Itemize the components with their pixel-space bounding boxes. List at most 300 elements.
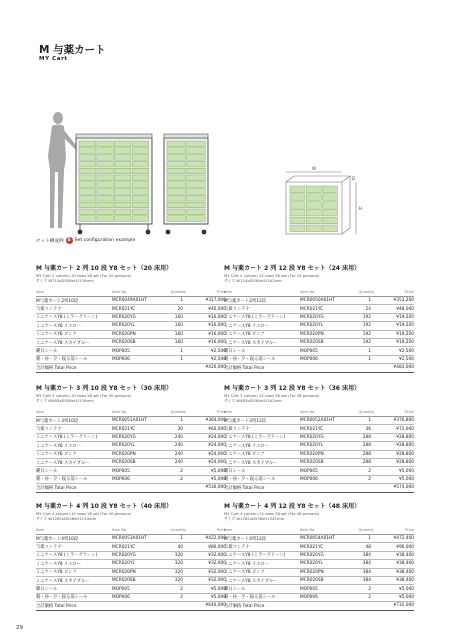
table-row — [36, 458, 226, 466]
item-quantity: 1 — [352, 347, 374, 355]
item-price: ¥32,000 — [186, 551, 226, 559]
item-name: ミニケースY8 スカイブルー — [224, 338, 300, 346]
table-row — [224, 313, 414, 321]
table-row — [224, 576, 414, 584]
item-number: MCR0053A01HT — [112, 535, 164, 543]
drawer — [114, 195, 130, 201]
item-name: ミニケースY8 イエロー — [36, 442, 112, 450]
table-row — [224, 338, 414, 346]
set-title: M 与薬カート 4 列 12 段 Y8 セット（48 床用） — [224, 503, 361, 510]
item-quantity: 1 — [352, 297, 374, 305]
item-number: MCR0054A01HT — [300, 535, 352, 543]
item-number: MCR020SB — [300, 576, 352, 584]
col-item: Item — [224, 289, 300, 297]
drawer — [79, 161, 96, 167]
col-item-no: Item No. — [112, 409, 164, 417]
table-row — [36, 297, 226, 305]
table-row — [224, 568, 414, 576]
item-name: 与薬コンテナ — [36, 543, 112, 551]
item-price: ¥5,000 — [374, 475, 414, 483]
item-price: ¥5,000 — [186, 475, 226, 483]
item-price: ¥5,000 — [374, 593, 414, 601]
drawer — [306, 186, 321, 193]
item-quantity: 160 — [164, 330, 186, 338]
drawer — [97, 216, 114, 222]
person-silhouette — [48, 112, 78, 228]
drawer — [132, 216, 149, 222]
item-name: ミニケースY8 スカイブルー — [224, 458, 300, 466]
item-price: ¥5,000 — [186, 593, 226, 601]
col-item: Item — [36, 289, 112, 297]
item-name: 朝・昼・夕・寝る前シール — [36, 593, 112, 601]
item-quantity: 384 — [352, 560, 374, 568]
item-name: ミニケースY8 (ミラーグリーン) — [224, 313, 300, 321]
drawer — [167, 161, 186, 167]
item-quantity: 288 — [352, 450, 374, 458]
item-name: 与薬コンテナ — [36, 425, 112, 433]
table-row — [36, 433, 226, 441]
spec-header-row — [224, 527, 414, 535]
drawer — [97, 175, 114, 181]
item-number: MCR020PN — [300, 330, 352, 338]
width-label: W — [312, 166, 316, 171]
item-name: ミニケースY8 (ミラーグリーン) — [224, 551, 300, 559]
table-row — [36, 425, 226, 433]
drawer — [97, 195, 114, 201]
item-quantity: 192 — [352, 338, 374, 346]
col-quantity: Quantity — [164, 409, 186, 417]
total-row — [36, 484, 226, 492]
set-legend — [36, 237, 135, 244]
table-row — [224, 442, 414, 450]
drawer — [97, 209, 114, 215]
spec-table — [36, 409, 226, 493]
item-quantity: 1 — [164, 355, 186, 363]
drawer — [79, 209, 96, 215]
item-price: ¥38,400 — [374, 576, 414, 584]
item-price: ¥24,000 — [186, 433, 226, 441]
total-row — [224, 364, 414, 372]
item-price: ¥19,200 — [374, 313, 414, 321]
table-row — [36, 568, 226, 576]
col-quantity: Quantity — [164, 527, 186, 535]
total-label: 合計価格 Total Price — [36, 484, 164, 492]
drawer — [306, 217, 321, 224]
item-number: MCR020SB — [300, 338, 352, 346]
item-number: MOP005 — [112, 585, 164, 593]
item-number: MCR021YC — [112, 543, 164, 551]
item-name: ミニケースY8 ピンク — [36, 450, 112, 458]
item-quantity: 192 — [352, 330, 374, 338]
item-name: ミニケースY8 ピンク — [224, 568, 300, 576]
drawer — [97, 168, 114, 174]
item-number: MCR020YL — [112, 560, 164, 568]
col-item: Item — [224, 409, 300, 417]
item-number: MCR021YC — [112, 425, 164, 433]
item-price: ¥38,400 — [374, 551, 414, 559]
item-number: MCR020YL — [112, 442, 164, 450]
drawer — [167, 202, 186, 208]
item-quantity: 288 — [352, 458, 374, 466]
item-quantity: 2 — [352, 593, 374, 601]
item-quantity: 1 — [164, 535, 186, 543]
drawer — [79, 141, 96, 147]
drawer — [114, 182, 130, 188]
table-row — [224, 560, 414, 568]
set-subtitle: MY Cart 4 column-10 rows Y8 set (For 40 persons) — [36, 511, 132, 516]
col-price: Price — [374, 289, 414, 297]
item-number: MCR0051A01HT — [112, 417, 164, 425]
drawer — [79, 189, 96, 195]
drawer — [290, 194, 305, 201]
spec-header-row — [36, 409, 226, 417]
wide-cart — [76, 134, 152, 234]
table-row — [224, 551, 414, 559]
set-title: M 与薬カート 4 列 10 段 Y8 セット（40 床用） — [36, 503, 173, 510]
drawer — [187, 195, 206, 201]
item-number: MOP005 — [112, 347, 164, 355]
item-quantity: 384 — [352, 568, 374, 576]
drawer — [290, 186, 305, 193]
item-quantity: 2 — [164, 475, 186, 483]
total-row — [224, 484, 414, 492]
item-number: MCR020YL — [112, 322, 164, 330]
drawer — [187, 182, 206, 188]
item-name: ミニケースY8 スカイブルー — [224, 576, 300, 584]
item-price: ¥2,500 — [186, 355, 226, 363]
drawer — [306, 225, 321, 232]
table-row — [224, 330, 414, 338]
item-number: MOP005 — [300, 467, 352, 475]
item-price: ¥19,200 — [374, 322, 414, 330]
drawer — [114, 202, 130, 208]
item-name: M与薬カート4列10段 — [36, 535, 112, 543]
item-name: M与薬カート2列10段 — [36, 297, 112, 305]
item-quantity: 30 — [164, 425, 186, 433]
item-price: ¥32,000 — [186, 568, 226, 576]
item-name: ミニケースY8 スカイブルー — [36, 458, 112, 466]
item-quantity: 1 — [164, 297, 186, 305]
item-price: ¥364,000 — [186, 417, 226, 425]
set-marker-icon: S — [67, 238, 71, 243]
drawer — [167, 209, 186, 215]
total-label: 合計価格 Total Price — [224, 364, 352, 372]
height-label: H — [359, 206, 363, 211]
item-number: MOP006 — [300, 475, 352, 483]
drawer — [114, 168, 130, 174]
item-price: ¥472,400 — [374, 535, 414, 543]
drawer — [79, 216, 96, 222]
item-quantity: 1 — [352, 417, 374, 425]
drawer — [79, 202, 96, 208]
table-row — [224, 543, 414, 551]
set-size: サイズ W983xD536xH1134mm — [36, 398, 94, 403]
item-quantity: 160 — [164, 338, 186, 346]
item-price: ¥2,500 — [374, 355, 414, 363]
drawer — [167, 168, 186, 174]
item-number: MOP005 — [112, 467, 164, 475]
item-price: ¥28,800 — [374, 433, 414, 441]
item-name: ミニケースY8 (ミラーグリーン) — [36, 433, 112, 441]
item-quantity: 384 — [352, 551, 374, 559]
table-row — [36, 467, 226, 475]
drawer — [97, 141, 114, 147]
set-subtitle: MY Cart 3 column-10 rows Y8 set (For 30 persons) — [36, 393, 132, 398]
item-quantity: 48 — [352, 543, 374, 551]
drawer — [132, 148, 149, 154]
item-quantity: 24 — [352, 305, 374, 313]
item-quantity: 320 — [164, 568, 186, 576]
item-price: ¥317,000 — [186, 297, 226, 305]
drawer — [167, 155, 186, 161]
item-name: ミニケースY8 (ミラーグリーン) — [36, 313, 112, 321]
item-number: MCR020PN — [112, 568, 164, 576]
item-quantity: 240 — [164, 433, 186, 441]
set-size: サイズ W1262xD536xH1134mm — [36, 516, 97, 521]
total-row — [36, 602, 226, 610]
item-number: MCR020PN — [112, 450, 164, 458]
col-item: Item — [36, 409, 112, 417]
product-set-block — [36, 503, 226, 611]
table-row — [224, 467, 414, 475]
item-number: MOP006 — [300, 355, 352, 363]
drawer — [167, 182, 186, 188]
item-number: MCR020YL — [300, 560, 352, 568]
item-quantity: 240 — [164, 458, 186, 466]
drawer — [97, 148, 114, 154]
set-subtitle: MY Cart 2 column-10 rows Y8 set (For 20 persons) — [36, 273, 132, 278]
item-number: MCR021YC — [112, 305, 164, 313]
item-number: MOP005 — [300, 585, 352, 593]
item-number: MCR020SB — [112, 576, 164, 584]
total-label: 合計価格 Total Price — [224, 602, 352, 610]
item-quantity: 160 — [164, 322, 186, 330]
table-row — [224, 417, 414, 425]
drawer — [132, 209, 149, 215]
item-price: ¥38,400 — [374, 568, 414, 576]
item-name: ミニケースY8 (ミラーグリーン) — [36, 551, 112, 559]
item-price: ¥5,000 — [374, 467, 414, 475]
set-size: サイズ W983xD536xH1341mm — [224, 398, 282, 403]
set-subtitle: MY Cart 4 column-12 rows Y8 set (For 48 persons) — [224, 511, 320, 516]
item-name: 与薬コンテナ — [224, 425, 300, 433]
drawer — [167, 216, 186, 222]
table-row — [36, 347, 226, 355]
item-name: ミニケースY8 イエロー — [36, 560, 112, 568]
item-number: MCR020YG — [300, 433, 352, 441]
set-title: M 与薬カート 2 列 10 段 Y8 セット（20 床用） — [36, 265, 173, 272]
item-name: 朝・昼・夕・寝る前シール — [36, 475, 112, 483]
item-quantity: 240 — [164, 442, 186, 450]
col-item-no: Item No. — [300, 527, 352, 535]
item-quantity: 192 — [352, 322, 374, 330]
item-number: MCR020PN — [300, 450, 352, 458]
table-row — [36, 560, 226, 568]
item-quantity: 1 — [164, 347, 186, 355]
col-item: Item — [36, 527, 112, 535]
total-price: ¥640,000 — [186, 602, 226, 610]
drawer — [79, 195, 96, 201]
spec-header-row — [224, 289, 414, 297]
table-row — [224, 305, 414, 313]
col-quantity: Quantity — [352, 527, 374, 535]
col-price: Price — [374, 409, 414, 417]
drawer — [97, 189, 114, 195]
drawer — [322, 217, 337, 224]
drawer — [290, 202, 305, 209]
product-set-block — [224, 385, 414, 493]
item-price: ¥96,000 — [374, 543, 414, 551]
item-quantity: 1 — [352, 535, 374, 543]
item-name: ミニケースY8 ピンク — [224, 330, 300, 338]
spec-header-row — [224, 409, 414, 417]
set-title: M 与薬カート 3 列 10 段 Y8 セット（30 床用） — [36, 385, 173, 392]
col-item-no: Item No. — [112, 289, 164, 297]
page-number: 29 — [16, 625, 23, 631]
item-number: MOP005 — [300, 347, 352, 355]
drawer — [187, 175, 206, 181]
item-price: ¥24,000 — [186, 450, 226, 458]
item-number: MOP006 — [112, 475, 164, 483]
spec-table — [36, 289, 226, 373]
total-price: ¥426,000 — [186, 364, 226, 372]
table-row — [36, 338, 226, 346]
item-name: 与薬コンテナ — [224, 543, 300, 551]
item-name: ミニケースY8 イエロー — [224, 560, 300, 568]
drawer — [114, 216, 130, 222]
set-subtitle: MY Cart 3 column-12 rows Y8 set (For 36 persons) — [224, 393, 320, 398]
table-row — [36, 305, 226, 313]
item-price: ¥28,800 — [374, 458, 414, 466]
total-price: ¥530,000 — [186, 484, 226, 492]
item-number: MCR020SB — [300, 458, 352, 466]
item-name: M与薬カート4列12段 — [224, 535, 300, 543]
item-number: MCR020YG — [112, 313, 164, 321]
total-price: ¥732,000 — [374, 602, 414, 610]
table-row — [224, 593, 414, 601]
drawer — [114, 175, 130, 181]
item-price: ¥48,000 — [374, 305, 414, 313]
item-number: MCR020PN — [112, 330, 164, 338]
item-quantity: 1 — [352, 355, 374, 363]
total-row — [36, 364, 226, 372]
item-number: MCR021YC — [300, 425, 352, 433]
item-price: ¥72,000 — [374, 425, 414, 433]
drawer — [167, 175, 186, 181]
drawer — [306, 202, 321, 209]
total-price: ¥483,000 — [374, 364, 414, 372]
product-set-block — [36, 385, 226, 493]
table-row — [224, 450, 414, 458]
item-name: ミニケースY8 ピンク — [36, 568, 112, 576]
item-number: MOP006 — [300, 593, 352, 601]
item-name: ミニケースY8 スカイブルー — [36, 338, 112, 346]
item-quantity: 2 — [352, 467, 374, 475]
table-row — [36, 576, 226, 584]
item-number: MCR020YG — [112, 433, 164, 441]
item-name: ミニケースY8 スカイブルー — [36, 576, 112, 584]
item-number: MCR020YG — [112, 551, 164, 559]
item-name: 曜日シール — [224, 467, 300, 475]
col-price: Price — [186, 409, 226, 417]
item-name: ミニケースY8 イエロー — [224, 442, 300, 450]
drawer — [322, 194, 337, 201]
drawer — [114, 189, 130, 195]
item-price: ¥38,400 — [374, 560, 414, 568]
drawer — [322, 186, 337, 193]
item-price: ¥422,000 — [186, 535, 226, 543]
item-price: ¥28,800 — [374, 450, 414, 458]
table-row — [224, 425, 414, 433]
table-row — [36, 475, 226, 483]
table-row — [224, 322, 414, 330]
col-item-no: Item No. — [300, 409, 352, 417]
spec-table — [36, 527, 226, 611]
narrow-cart — [164, 134, 208, 234]
drawer — [79, 148, 96, 154]
item-quantity: 240 — [164, 450, 186, 458]
spec-table — [224, 409, 414, 493]
col-price: Price — [186, 289, 226, 297]
item-name: 曜日シール — [36, 467, 112, 475]
item-price: ¥2,500 — [374, 347, 414, 355]
drawer — [187, 148, 206, 154]
table-row — [224, 433, 414, 441]
item-name: 曜日シール — [224, 585, 300, 593]
total-label: 合計価格 Total Price — [36, 602, 164, 610]
item-name: 曜日シール — [224, 347, 300, 355]
drawer — [132, 189, 149, 195]
col-price: Price — [374, 527, 414, 535]
table-row — [36, 535, 226, 543]
total-label: 合計価格 Total Price — [224, 484, 352, 492]
drawer — [132, 182, 149, 188]
item-price: ¥16,000 — [186, 313, 226, 321]
item-quantity: 2 — [164, 467, 186, 475]
table-row — [36, 322, 226, 330]
item-name: 朝・昼・夕・寝る前シール — [36, 355, 112, 363]
item-quantity: 192 — [352, 313, 374, 321]
item-name: 曜日シール — [36, 347, 112, 355]
col-quantity: Quantity — [164, 289, 186, 297]
drawer — [97, 182, 114, 188]
col-item-no: Item No. — [300, 289, 352, 297]
set-size: サイズ W1262xD536xH1341mm — [224, 516, 285, 521]
item-quantity: 320 — [164, 576, 186, 584]
table-row — [224, 475, 414, 483]
table-row — [36, 330, 226, 338]
col-quantity: Quantity — [352, 289, 374, 297]
drawer — [114, 141, 130, 147]
drawer — [79, 155, 96, 161]
item-number: MCR020SB — [112, 458, 164, 466]
item-name: M与薬カート3列10段 — [36, 417, 112, 425]
page-title: M 与薬カート — [39, 44, 106, 56]
drawer — [167, 189, 186, 195]
drawer — [167, 141, 186, 147]
item-name: ミニケースY8 (ミラーグリーン) — [224, 433, 300, 441]
drawer — [132, 175, 149, 181]
drawer — [79, 168, 96, 174]
item-price: ¥19,200 — [374, 338, 414, 346]
item-quantity: 36 — [352, 425, 374, 433]
item-name: 与薬コンテナ — [36, 305, 112, 313]
item-number: MCR021YC — [300, 305, 352, 313]
drawer — [306, 209, 321, 216]
item-quantity: 2 — [164, 593, 186, 601]
drawer — [132, 202, 149, 208]
drawer — [290, 209, 305, 216]
